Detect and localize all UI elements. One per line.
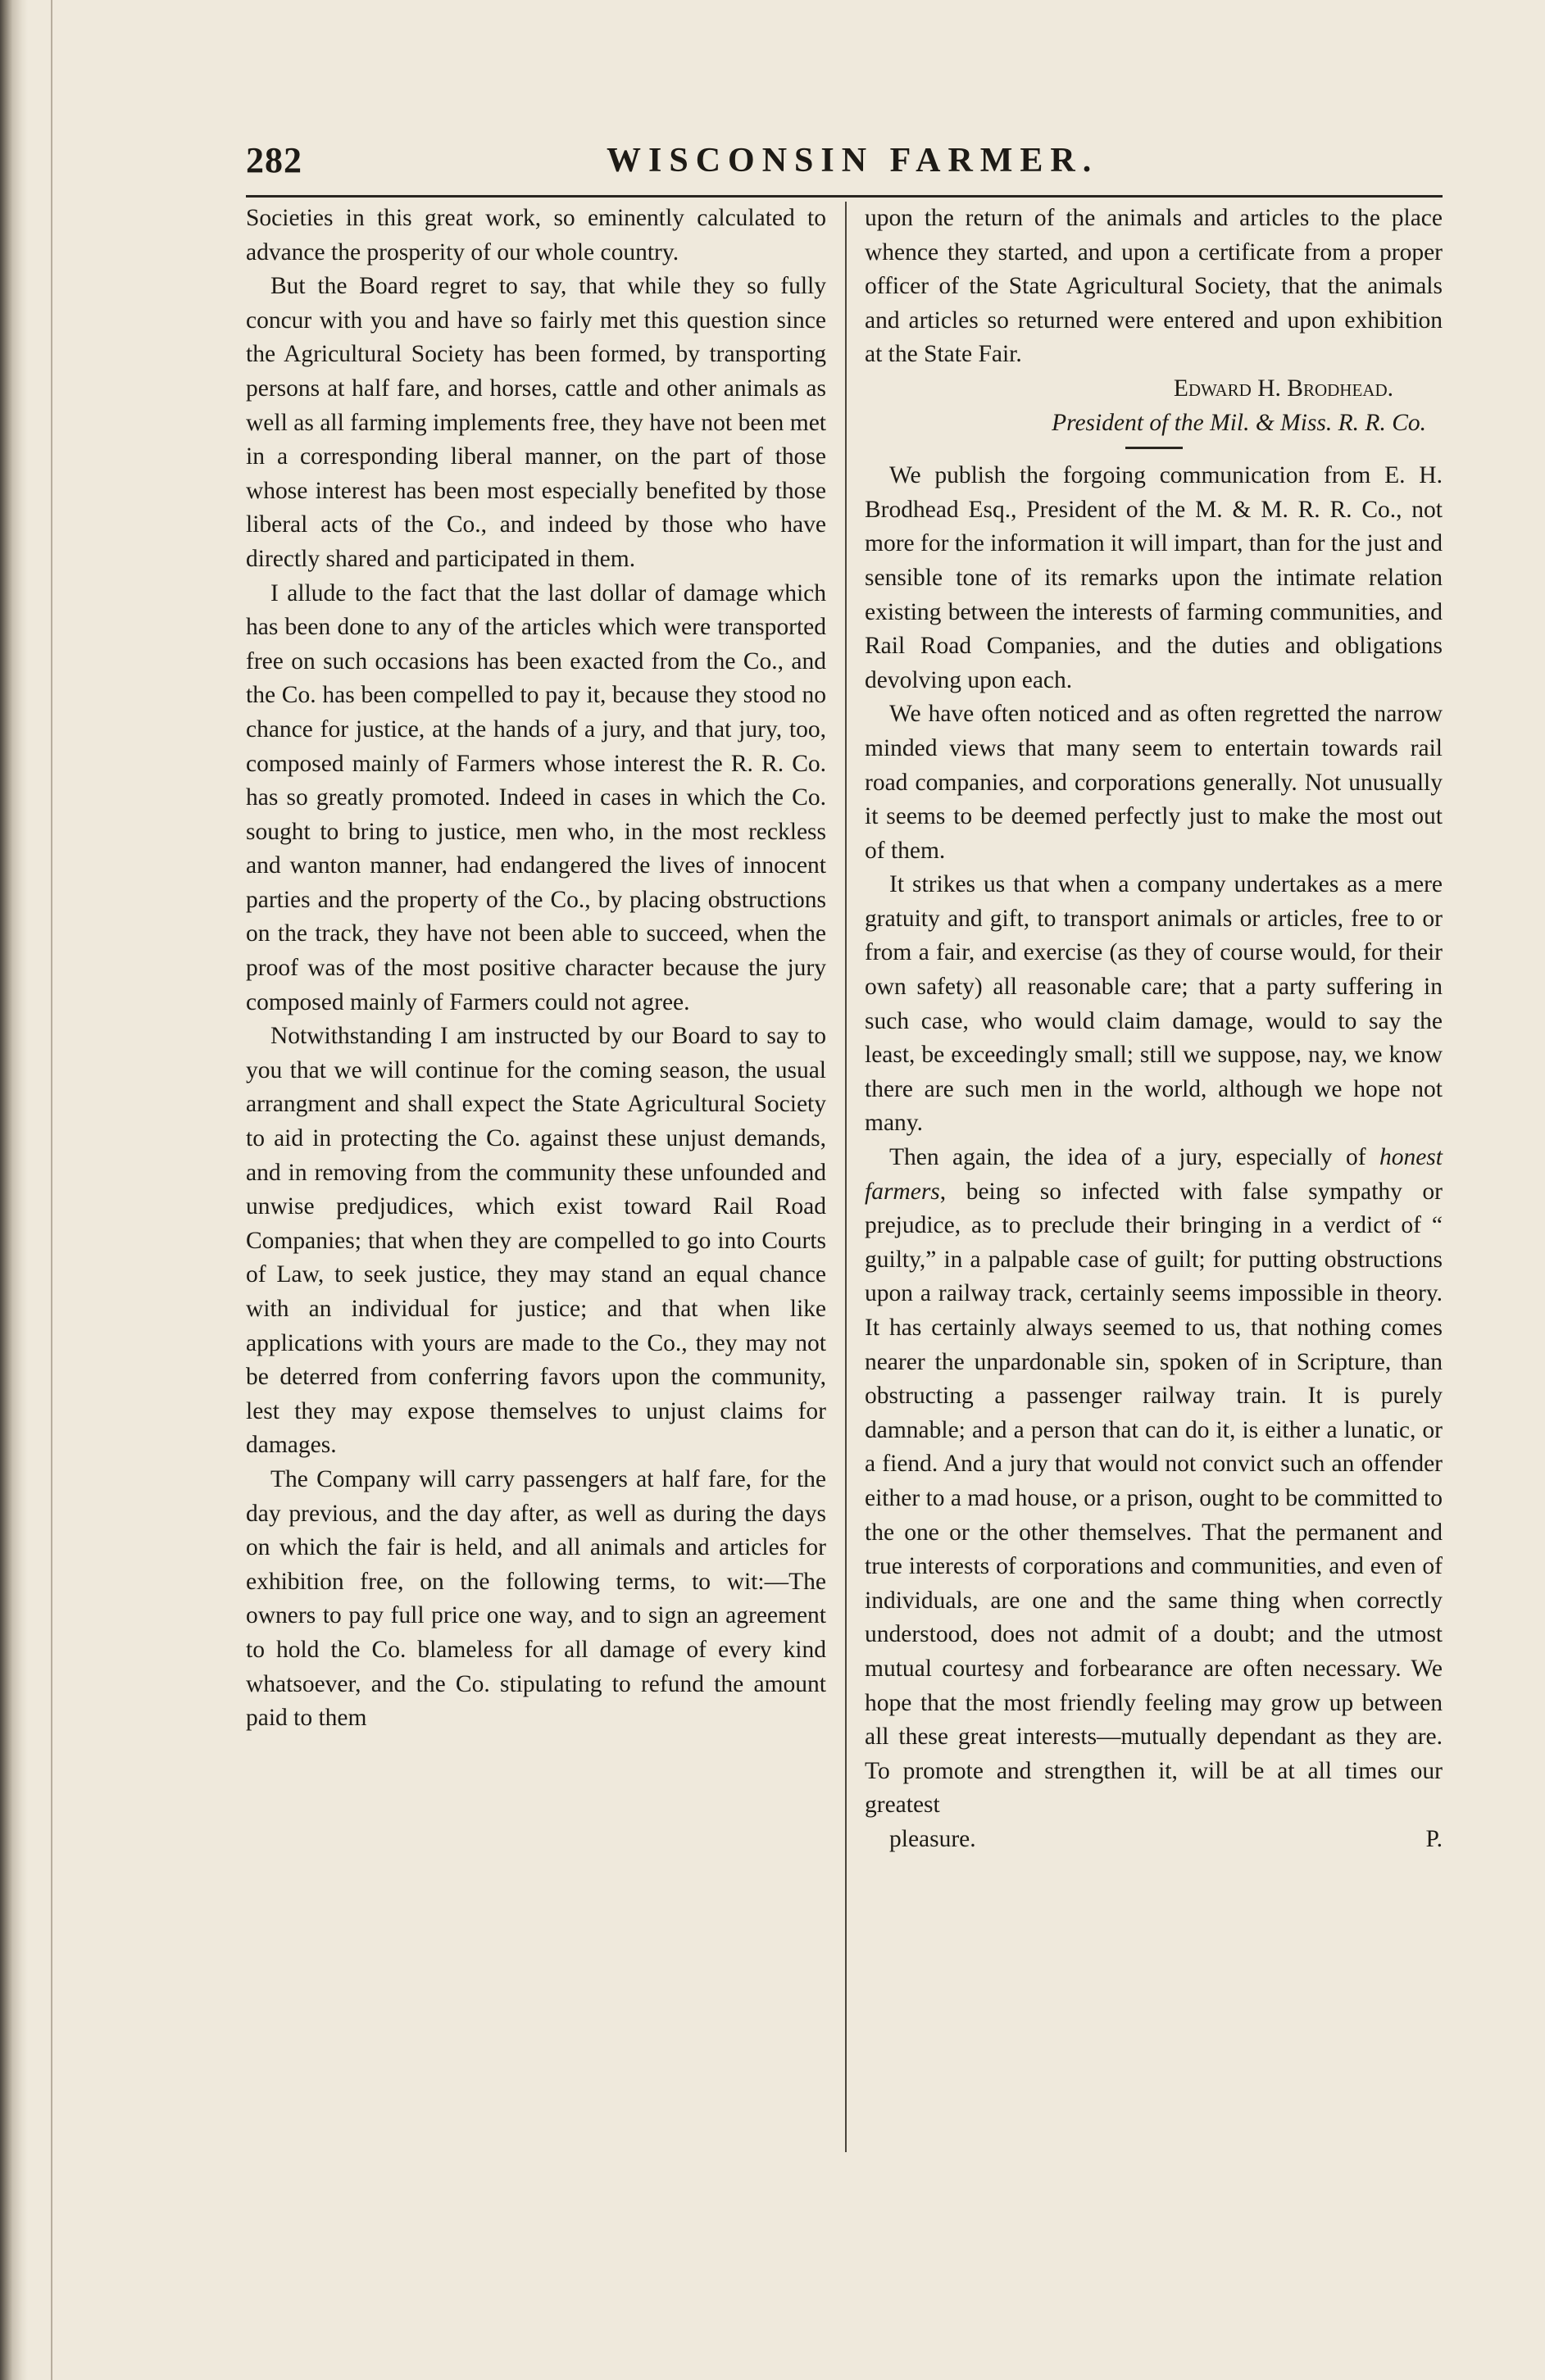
closing-line [865, 1823, 1443, 1857]
left-paragraph-1: Societies in this great work, so eminently calculated to advance the prosperity of our whole country. [246, 205, 826, 266]
section-rule [1125, 447, 1183, 449]
p5-rest: , being so infected with false sympathy or prejudice, as to preclude their bringing in a verdict of “ guilty,” in a palpable case of guilt; for putting obstructions upon a railway track, certainly seems impossible in theory. It has certainly always seemed to us, that nothing comes nearer the unpardonable sin, spoken of in Scripture, than obstructing a passenger railway train. It is purely damnable; and a person that can do it, is either a lunatic, or a fiend. And a jury that would not convict such an offender either to a mad house, or a prison, ought to be committed to the one or the other themselves. That the permanent and true interests of corporations and communities, and even of individuals, are one and the same thing when correctly understood, does not admit of a doubt; and the utmost mutual courtesy and forbearance are often necessary. We hope that the most friendly feeling may grow up between all these great interests—mutually dependant as they are. To promote and strengthen it, will be at all times our greatest [865, 1178, 1443, 1819]
closing-word: pleasure. [889, 1825, 976, 1852]
column-divider [845, 202, 847, 2152]
left-paragraph-2: But the Board regret to say, that while they so fully concur with you and have so fairly met this question since the Agricultural Society has been formed, by transporting persons at half fare, and horses, cattle and other animals as well as all farming implements free, they have not been met in a corresponding liberal manner, on the part of those whose interest has been most especially benefited by those liberal acts of the Co., and indeed by those who have directly shared and participated in them. [246, 273, 826, 572]
running-title: WISCONSIN FARMER. [607, 142, 1099, 179]
gutter-edge-line [51, 0, 52, 2380]
author-initial: P. [1425, 1825, 1443, 1852]
page-number: 282 [246, 140, 302, 180]
signature-title: President of the Mil. & Miss. R. R. Co. [1052, 409, 1426, 436]
left-paragraph-4: Notwithstanding I am instructed by our Board to say to you that we will continue for the coming season, the usual arrangment and shall expect the State Agricultural Society to aid in protecting the Co. against these unjust demands, and in removing from the community these unfounded and unwise predjudices, which exist toward Rail Road Companies; that when they are compelled to go into Courts of Law, to seek justice, they may stand an equal chance with an individual for justice; and that when like applications with yours are made to the Co., they may not be deterred from conferring favors upon the community, lest they may expose themselves to unjust claims for damages. [246, 1023, 826, 1459]
left-paragraph-3: I allude to the fact that the last dollar of damage which has been done to any of the articles which were transported free on such occasions has been exacted from the Co., and the Co. has been compelled to pay it, because they stood no chance for justice, at the hands of a jury, and that jury, too, composed mainly of Farmers whose interest the R. R. Co. has so greatly promoted. Indeed in cases in which the Co. sought to bring to justice, men who, in the most reckless and wanton manner, had endangered the lives of innocent parties and the property of the Co., by placing obstructions on the track, they have not been able to succeed, when the proof was of the most positive character because the jury composed mainly of Farmers could not agree. [246, 579, 826, 1015]
page-header [246, 139, 1443, 188]
right-paragraph-1: upon the return of the animals and articles to the place whence they started, and upon a certificate from a proper officer of the State Agricultural Society, that the animals and articles so returned were entered and upon exhibition at the State Fair. [865, 205, 1443, 368]
right-paragraph-4: It strikes us that when a company undertakes as a mere gratuity and gift, to transport animals or articles, free to or from a fair, and exercise (as they of course would, for their own safety) all reasonable care; that a party suffering in such case, who would claim damage, would to say the least, be exceedingly small; still we suppose, nay, we know there are such men in the world, although we hope not many. [865, 871, 1443, 1137]
book-gutter-shadow [0, 0, 28, 2380]
letter-signature: Edward H. Brodhead. [1173, 375, 1393, 402]
left-column [246, 202, 826, 2152]
right-paragraph-3: We have often noticed and as often regretted the narrow minded views that many seem to entertain towards rail road companies, and corporations generally. Not unusually it seems to be deemed perfectly just to make the most out of them. [865, 701, 1443, 864]
right-paragraph-5 [865, 1141, 1443, 1823]
right-column [865, 202, 1443, 2152]
p5-italic-phrase: honest farmers [865, 1144, 1443, 1205]
header-rule [246, 195, 1443, 198]
left-paragraph-5: The Company will carry passengers at half fare, for the day previous, and the day after, as well as during the days on which the fair is held, and all animals and articles for exhibition free, on the following terms, to wit:—The owners to pay full price one way, and to sign an agreement to hold the Co. blameless for all damage of every kind whatsoever, and the Co. stipulating to refund the amount paid to them [246, 1465, 826, 1732]
right-paragraph-2: We publish the forgoing communication from E. H. Brodhead Esq., President of the M. & M. R. R. Co., not more for the information it will impart, than for the just and sensible tone of its remarks upon the intimate relation existing between the interests of farming communities, and Rail Road Companies, and the duties and obligations devolving upon each. [865, 462, 1443, 693]
p5-start: Then again, the idea of a jury, especially of [889, 1144, 1366, 1171]
